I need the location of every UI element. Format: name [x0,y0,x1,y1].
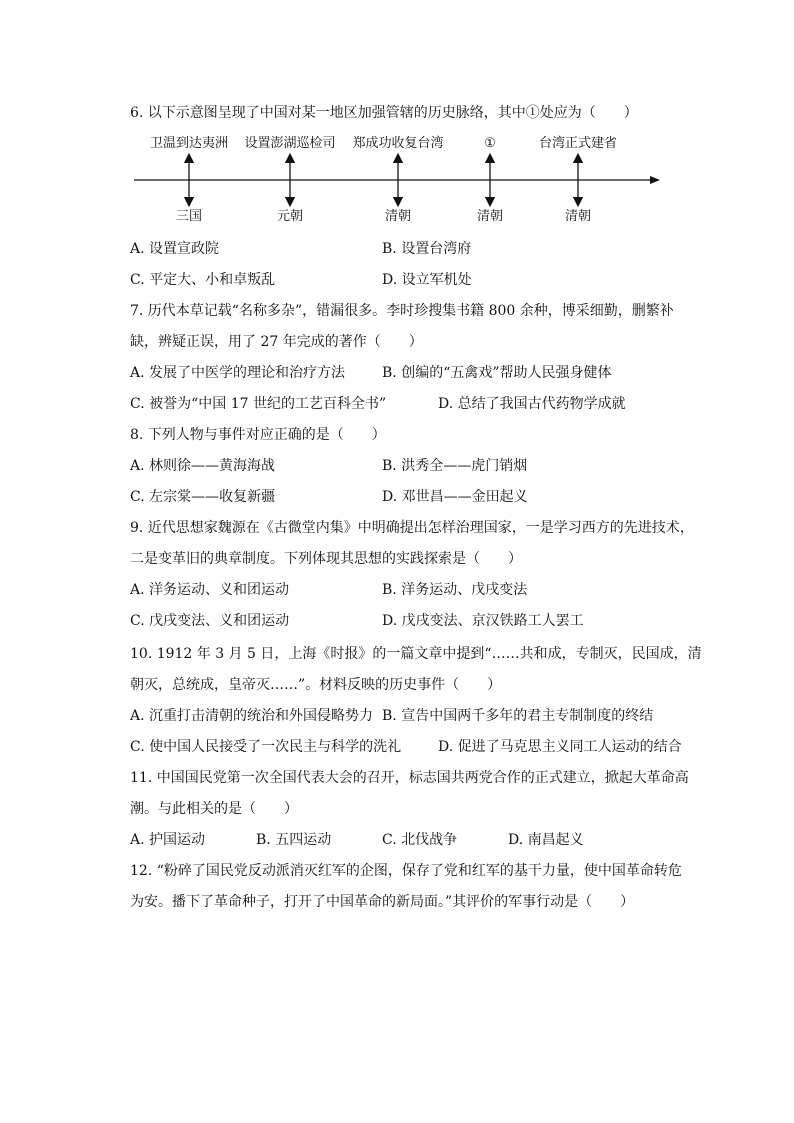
q8-stem: 8. 下列人物与事件对应正确的是（ ） [130,427,386,443]
q9-stem-line1: 9. 近代思想家魏源在《古微堂内集》中明确提出怎样治理国家，一是学习西方的先进技术， [130,520,694,536]
q8-option-c: C. 左宗棠——收复新疆 [130,489,276,505]
timeline-period-4: 清朝 [476,209,504,224]
q7-stem-line1: 7. 历代本草记载“名称多杂”，错漏很多。李时珍搜集书籍 800 余种，博采细勤，删繁补 [130,303,674,319]
q11-option-c: C. 北伐战争 [382,832,458,848]
q7-option-b: B. 创编的“五禽戏”帮助人民强身健体 [382,365,612,381]
timeline-event-5: 台湾正式建省 [538,136,618,151]
q7-option-a: A. 发展了中医学的理论和治疗方法 [130,365,346,381]
q6-option-c: C. 平定大、小和卓叛乱 [130,272,276,288]
timeline-period-5: 清朝 [564,209,592,224]
q7-option-d: D. 总结了我国古代药物学成就 [438,396,626,412]
q10-stem-line2: 朝灭，总统成，皇帝灭……”。材料反映的历史事件（ ） [130,677,502,693]
timeline-axis [120,150,665,210]
q9-option-a: A. 洋务运动、义和团运动 [130,582,290,598]
q11-stem-line2: 潮。与此相关的是（ ） [130,801,298,817]
q12-stem-line2: 为安。播下了革命种子，打开了中国革命的新局面。”其评价的军事行动是（ ） [130,894,635,910]
q10-option-a: A. 沉重打击清朝的统治和外国侵略势力 [130,708,374,724]
timeline-event-4: ① [484,136,496,151]
timeline-period-1: 三国 [175,209,203,224]
q11-option-d: D. 南昌起义 [508,832,584,848]
q7-stem-line2: 缺，辨疑正误，用了 27 年完成的著作（ ） [130,334,423,350]
timeline-event-3: 郑成功收复台湾 [352,136,444,151]
q10-stem-line1: 10. 1912 年 3 月 5 日，上海《时报》的一篇文章中提到“……共和成，专制灭，民国成，清 [130,646,702,662]
q11-option-a: A. 护国运动 [130,832,206,848]
q6-option-b: B. 设置台湾府 [382,241,472,257]
q6-stem: 6. 以下示意图呈现了中国对某一地区加强管辖的历史脉络，其中①处应为（ ） [130,105,638,121]
q11-stem-line1: 11. 中国国民党第一次全国代表大会的召开，标志国共两党合作的正式建立，掀起大革命高 [130,770,689,786]
q9-option-d: D. 戊戌变法、京汉铁路工人罢工 [382,613,584,629]
q12-stem-line1: 12. “粉碎了国民党反动派消灭红军的企图，保存了党和红军的基干力量，使中国革命转危 [130,863,682,879]
q9-option-c: C. 戊戌变法、义和团运动 [130,613,290,629]
q10-option-d: D. 促进了马克思主义同工人运动的结合 [438,739,682,755]
timeline-period-3: 清朝 [384,209,412,224]
q10-option-b: B. 宣告中国两千多年的君主专制制度的终结 [382,708,654,724]
timeline-event-2: 设置澎湖巡检司 [244,136,336,151]
q9-stem-line2: 二是变革旧的典章制度。下列体现其思想的实践探索是（ ） [130,551,522,567]
q8-option-d: D. 邓世昌——金田起义 [382,489,528,505]
q10-option-c: C. 使中国人民接受了一次民主与科学的洗礼 [130,739,402,755]
timeline-period-2: 元朝 [276,209,304,224]
timeline-arrow-head [650,176,660,184]
q11-option-b: B. 五四运动 [256,832,332,848]
q9-option-b: B. 洋务运动、戊戌变法 [382,582,528,598]
q7-option-c: C. 被誉为“中国 17 世纪的工艺百科全书” [130,396,387,412]
q8-option-a: A. 林则徐——黄海海战 [130,458,276,474]
q8-option-b: B. 洪秀全——虎门销烟 [382,458,528,474]
timeline-event-1: 卫温到达夷洲 [149,136,229,151]
q6-option-a: A. 设置宣政院 [130,241,220,257]
q6-option-d: D. 设立军机处 [382,272,472,288]
